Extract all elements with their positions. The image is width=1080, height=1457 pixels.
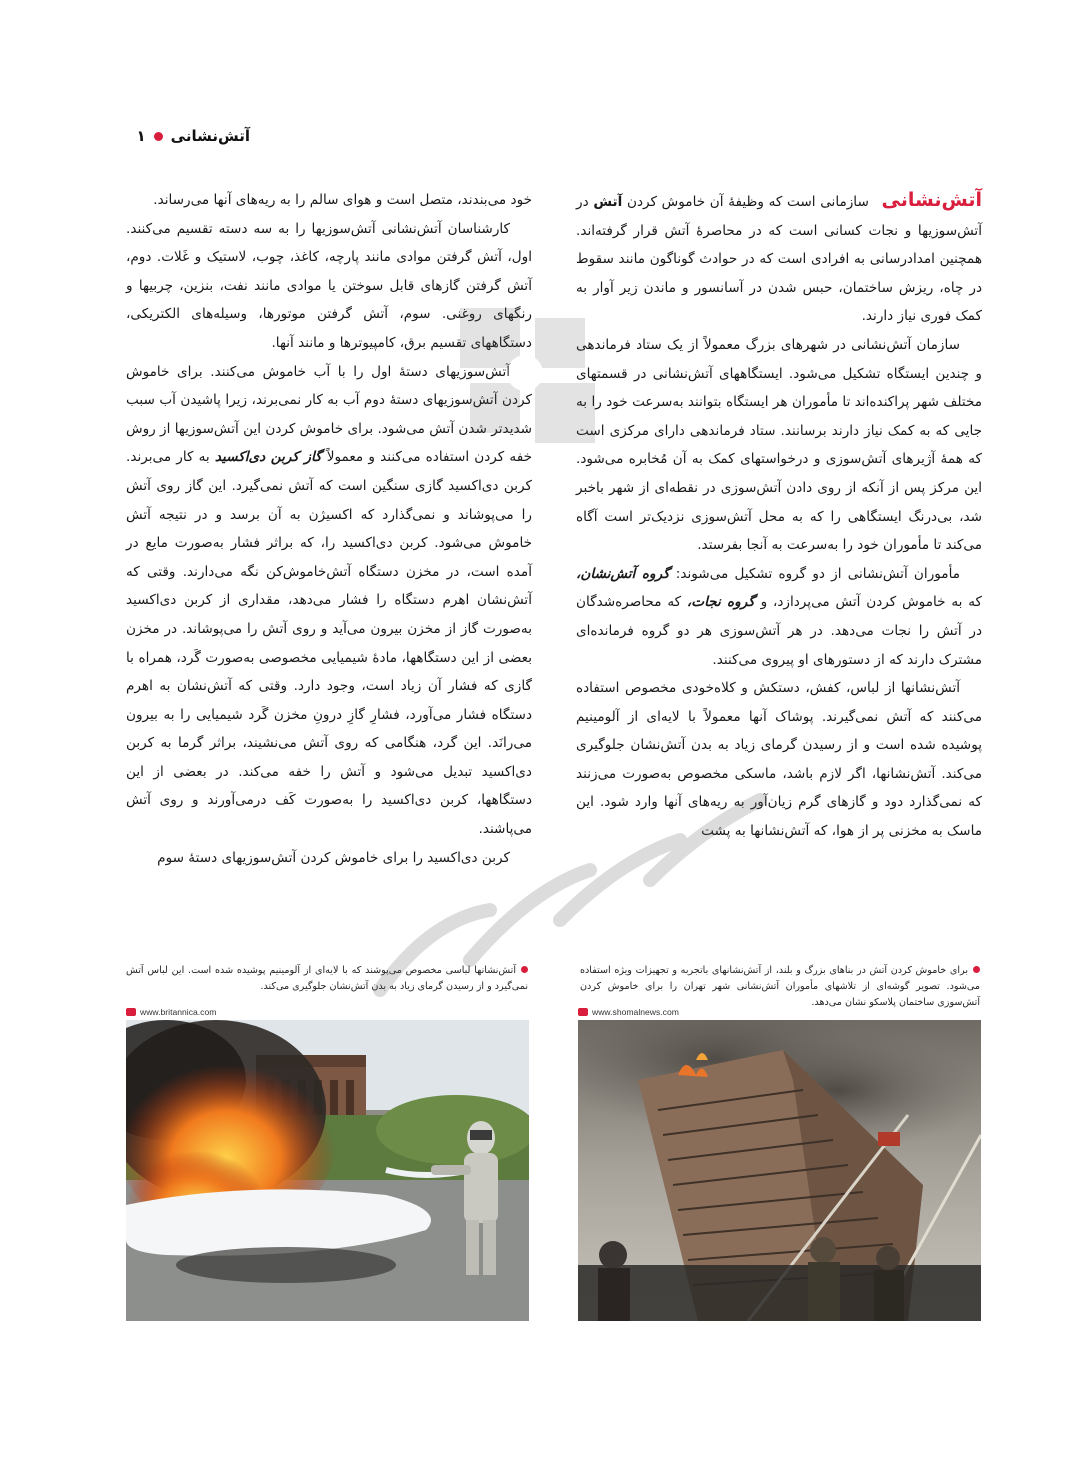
page-header	[110, 124, 250, 148]
paragraph-text: در آتش‌سوزیها و نجات کسانی است که در محاصرهٔ آتش قرار گرفته‌اند. همچنین امدادرسانی به افرادی است که در حوادث گوناگون مانند سقوط در چاه، ریزش ساختمان، حبس شدن در آسانسور و ماندن زیر آوار به کمک فوری نیاز دارند.	[576, 194, 982, 325]
camera-icon	[126, 1008, 136, 1016]
photo-caption-right	[580, 963, 980, 1011]
source-url: www.britannica.com	[140, 1007, 217, 1017]
right-text-column	[576, 186, 982, 846]
caption-text: آتش‌نشانها لباسی مخصوص می‌پوشند که با لایه‌ای از آلومینیم پوشیده شده است. این لباس آتش نمی‌گیرد و از رسیدن گرمای زیاد به بدن آتش‌نشان جلوگیری می‌کند.	[126, 965, 528, 992]
photo-source-right	[578, 1007, 679, 1017]
bold-term: گروه آتش‌نشان،	[576, 565, 670, 582]
paragraph	[126, 358, 532, 844]
bold-term: گروه نجات،	[686, 594, 755, 611]
paragraph	[576, 186, 982, 331]
source-url: www.shomalnews.com	[592, 1007, 679, 1017]
photo-firefighter-foam	[126, 1020, 529, 1321]
bullet-dot-icon	[154, 132, 163, 141]
paragraph: کارشناسان آتش‌نشانی آتش‌سوزیها را به سه دسته تقسیم می‌کنند. اول، آتش گرفتن موادی مانند پارچه، کاغذ، چوب، لاستیک و غَلات. دوم، آتش گرفتن گازهای قابل سوختن یا موادی مانند نفت، بنزین، چربیها و رنگهای روغنی. سوم، آتش گرفتن موتورها، وسیله‌های الکتریکی، دستگاههای تقسیم برق، کامپیوترها و مانند آنها.	[126, 220, 532, 351]
bullet-dot-icon	[521, 966, 528, 973]
paragraph: سازمان آتش‌نشانی در شهرهای بزرگ معمولاً از یک ستاد فرماندهی و چندین ایستگاه تشکیل می‌شود. ایستگاههای آتش‌نشانی در قسمتهای مختلف شهر پراکنده‌اند تا مأموران هر ایستگاه بتوانند به‌سرعت خود را به جایی که به کمک نیاز دارند برسانند. ستاد فرماندهی دارای مرکزی است که همهٔ آژیرهای آتش‌سوزی و درخواستهای کمک به آن مُخابره می‌شود. این مرکز پس از آنکه از روی دادن آتش‌سوزی در نقطه‌ای از شهر باخبر شد، بی‌درنگ ایستگاهی را که به محل آتش‌سوزی نزدیک‌تر است آگاه می‌کند تا مأموران خود را به‌سرعت به آنجا بفرستد.	[576, 336, 982, 554]
paragraph-text: مأموران آتش‌نشانی از دو گروه تشکیل می‌شوند:	[675, 565, 960, 582]
paragraph-text: سازمانی است که وظیفهٔ آن خاموش کردن	[626, 194, 869, 210]
page-number: ۱	[136, 127, 146, 145]
left-text-column	[126, 186, 532, 872]
paragraph-text: که محاصره‌شدگان در آتش را نجات می‌دهد. در هر آتش‌سوزی هر دو گروه فرمانده‌ای مشترک دارند که از دستورهای او پیروی می‌کنند.	[576, 594, 982, 668]
paragraph: خود می‌بندند، متصل است و هوای سالم را به ریه‌های آنها می‌رساند.	[153, 192, 532, 208]
paragraph	[576, 560, 982, 674]
photo-burning-building	[578, 1020, 981, 1321]
paragraph: آتش‌نشانها از لباس، کفش، دستکش و کلاه‌خودی مخصوص استفاده می‌کنند که آتش نمی‌گیرند. پوشاک آنها معمولاً با لایه‌ای از آلومینیم پوشیده شده است و از رسیدن گرمای زیاد به بدن آتش‌نشان جلوگیری می‌کند. آتش‌نشانها، اگر لازم باشد، ماسکی مخصوص به‌صورت می‌زنند که نمی‌گذارد دود و گازهای گرم زیان‌آور به ریه‌های آنها وارد شود. این ماسک به مخزنی پر از هوا، که آتش‌نشانها به پشت	[576, 680, 982, 840]
entry-title: آتش‌نشانی	[881, 189, 982, 211]
bold-term: گاز کربن دی‌اکسید	[214, 449, 322, 466]
photo-caption-left	[126, 963, 528, 995]
paragraph-text: که به خاموش کردن آتش می‌پردازد، و	[760, 594, 983, 611]
paragraph-text: به کار می‌برند. کربن دی‌اکسید گازی سنگین است که آتش نمی‌گیرد. این گاز روی آتش را می‌پوشاند و نمی‌گذارد که اکسیژن به آن برسد و در نتیجه آتش خاموش می‌شود. کربن دی‌اکسید را، که براثر فشار به‌صورت مایع در آمده است، در مخزن دستگاه آتش‌خاموش‌کن نگه می‌دارند. وقتی که آتش‌نشان اهرم دستگاه را فشار می‌دهد، مقداری از کربن دی‌اکسید به‌صورت گاز از مخزن بیرون می‌آید و روی آتش را می‌پوشاند. در مخزن بعضی از این دستگاهها، مادهٔ شیمیایی مخصوصی به‌صورت گَرد، همراه با گازی که فشار آن زیاد است، وجود دارد. وقتی که آتش‌نشان به اهرم دستگاه فشار می‌آورد، فشارِ گازِ درونِ مخزن گَرد شیمیایی را به بیرون می‌رانَد. این گرد، هنگامی که روی آتش می‌نشیند، براثر گرما به کربن دی‌اکسید تبدیل می‌شود و آتش را خفه می‌کند. در بعضی از این دستگاهها، کربن دی‌اکسید را به‌صورت کَف درمی‌آورند و روی آتش می‌پاشند.	[126, 449, 532, 838]
photo-source-left	[126, 1007, 216, 1017]
page-header-title: آتش‌نشانی	[170, 127, 250, 145]
bullet-dot-icon	[973, 966, 980, 973]
paragraph-text: آتش‌سوزیهای دستهٔ اول را با آب خاموش می‌کنند. برای خاموش کردن آتش‌سوزیهای دستهٔ دوم آب به کار نمی‌برند، زیرا پاشیدن آب سبب شدیدتر شدن آتش می‌شود. برای خاموش کردن این آتش‌سوزیها از روش خفه کردن استفاده می‌کنند و معمولاً	[126, 363, 532, 466]
caption-text: برای خاموش کردن آتش در بناهای بزرگ و بلند، از آتش‌نشانهای باتجربه و تجهیزات ویژه استفاده می‌شود. تصویر گوشه‌ای از تلاشهای مأموران آتش‌نشانی شهر تهران را برای خاموش کردن آتش‌سوزی ساختمان پلاسکو نشان می‌دهد.	[580, 965, 980, 1008]
bold-term: آتش	[593, 194, 623, 210]
camera-icon	[578, 1008, 588, 1016]
paragraph: کربن دی‌اکسید را برای خاموش کردن آتش‌سوزیهای دستهٔ سوم	[157, 849, 510, 866]
